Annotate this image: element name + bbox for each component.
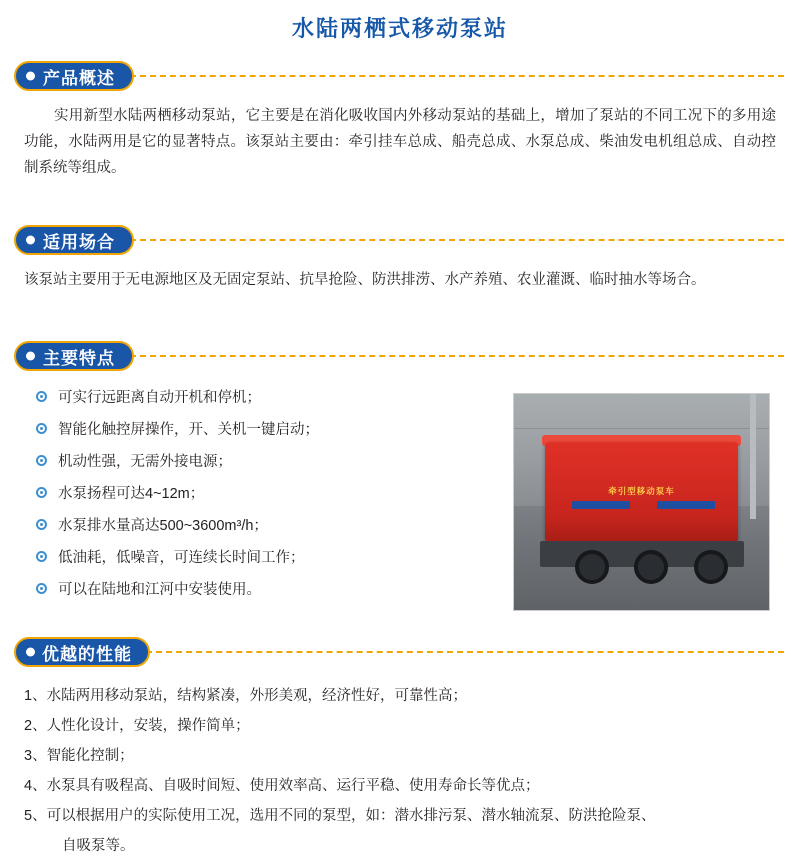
bullet-ring-icon: [36, 455, 47, 466]
section-badge-label: 产品概述: [43, 68, 115, 88]
section-badge-label: 适用场合: [43, 232, 115, 252]
section-badge-label: 主要特点: [43, 348, 115, 368]
list-item: [36, 515, 506, 547]
section-header-performance: [0, 635, 800, 669]
list-item: [36, 547, 506, 579]
list-item-label: 水泵排水量高达500~3600m³/h；: [58, 518, 268, 534]
list-item: [36, 483, 506, 515]
dashed-divider: [130, 75, 784, 77]
bullet-ring-icon: [36, 391, 47, 402]
list-item: 5、可以根据用户的实际使用工况，选用不同的泵型，如：潜水排污泵、潜水轴流泵、防洪抢险泵、: [24, 808, 656, 824]
section-header-applications: [0, 223, 800, 257]
list-item-label: 智能化触控屏操作，开、关机一键启动；: [58, 422, 319, 438]
bullet-ring-icon: [36, 487, 47, 498]
bullet-ring-icon: [36, 583, 47, 594]
section-header-product-overview: [0, 59, 800, 93]
badge-dot-icon: [26, 72, 35, 81]
photo-vehicle-body: [545, 442, 739, 541]
list-item: [36, 579, 506, 611]
photo-vehicle-tag-left: [572, 501, 630, 509]
list-item-label: 可实行远距离自动开机和停机；: [58, 390, 261, 406]
list-item-label: 可以在陆地和江河中安装使用。: [58, 582, 261, 598]
list-item: 1、水陆两用移动泵站，结构紧凑，外形美观，经济性好，可靠性高；: [24, 688, 468, 704]
badge-dot-icon: [26, 648, 35, 657]
page-title: 水陆两栖式移动泵站: [291, 16, 508, 41]
list-item: 4、水泵具有吸程高、自吸时间短、使用效率高、运行平稳、使用寿命长等优点；: [24, 778, 540, 794]
product-photo: [513, 393, 770, 611]
section-badge-main-features: [14, 341, 134, 371]
photo-vehicle-label: 牵引型移动泵车: [608, 486, 675, 497]
dashed-divider: [130, 355, 784, 357]
badge-dot-icon: [26, 236, 35, 245]
bullet-ring-icon: [36, 519, 47, 530]
bullet-ring-icon: [36, 423, 47, 434]
features-block: [0, 387, 800, 627]
list-item-label: 水泵扬程可达4~12m；: [58, 486, 205, 502]
list-item: 2、人性化设计，安装，操作简单；: [24, 718, 250, 734]
photo-vehicle-tag-right: [657, 501, 715, 509]
list-item-continuation: 自吸泵等。: [62, 838, 135, 854]
photo-wall-line: [514, 428, 769, 429]
applications-text: 该泵站主要用于无电源地区及无固定泵站、抗旱抢险、防洪排涝、水产养殖、农业灌溉、临时抽水等场合。: [24, 272, 706, 288]
section-badge-applications: [14, 225, 134, 255]
list-item-label: 低油耗，低噪音，可连续长时间工作；: [58, 550, 305, 566]
section-header-main-features: [0, 339, 800, 373]
bullet-ring-icon: [36, 551, 47, 562]
list-item: 3、智能化控制；: [24, 748, 134, 764]
list-item: [36, 419, 506, 451]
features-list: [0, 387, 506, 611]
photo-wheel: [634, 550, 668, 584]
dashed-divider: [146, 651, 784, 653]
list-item: [36, 451, 506, 483]
product-overview-text: 实用新型水陆两栖移动泵站，它主要是在消化吸收国内外移动泵站的基础上，增加了泵站的不同工况下的多用途功能，水陆两用是它的显著特点。该泵站主要由：牵引挂车总成、船壳总成、水泵总成、柴油发电机组总成、自动控制系统等组成。: [24, 108, 776, 176]
list-item: [36, 387, 506, 419]
section-badge-label: 优越的性能: [42, 644, 132, 664]
list-item-label: 机动性强，无需外接电源；: [58, 454, 232, 470]
performance-list: [24, 681, 776, 861]
photo-pole: [750, 394, 756, 519]
badge-dot-icon: [26, 352, 35, 361]
section-badge-performance: [14, 637, 150, 667]
section-badge-product-overview: [14, 61, 134, 91]
dashed-divider: [130, 239, 784, 241]
